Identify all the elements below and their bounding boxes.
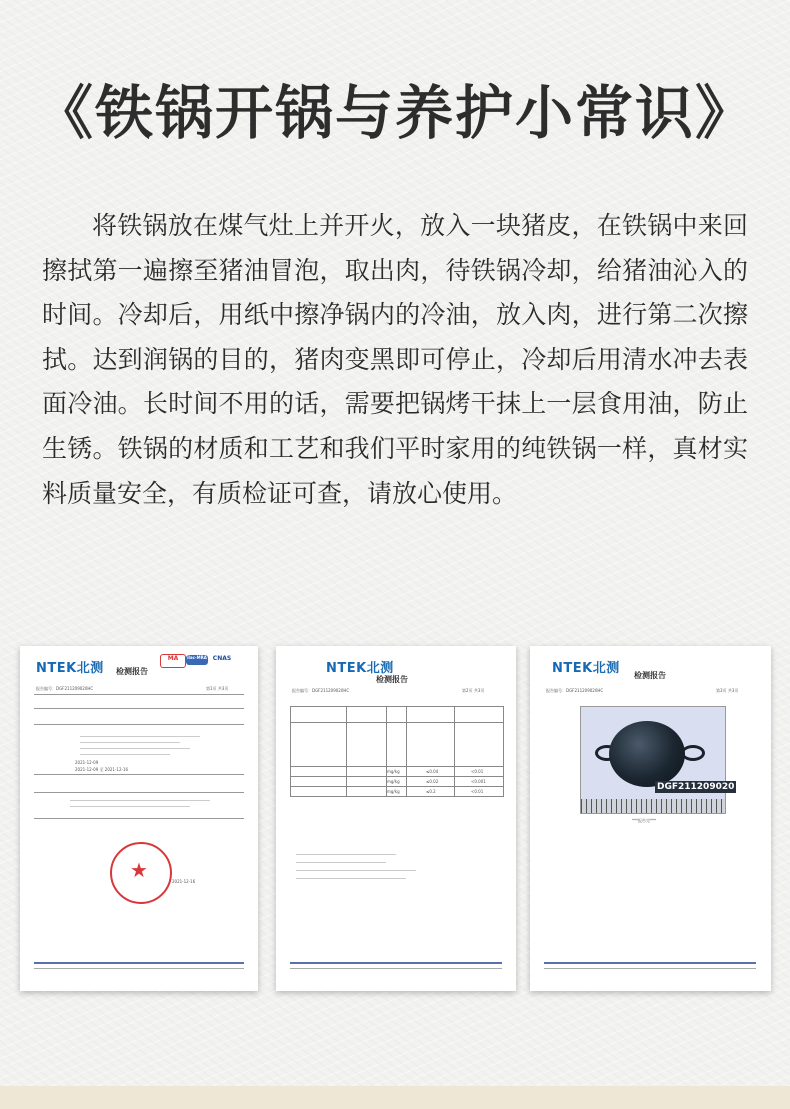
text-line: [70, 806, 190, 807]
table-line: [290, 706, 504, 707]
report-number: 报告编号：DGF211209020HC: [292, 688, 350, 693]
limit-cell: ≤0.04: [426, 769, 439, 774]
table-line: [290, 706, 291, 796]
table-line: [346, 706, 347, 796]
text-line: [296, 870, 416, 871]
footer-line: [544, 968, 756, 969]
official-seal: ★: [110, 842, 172, 904]
footer-line: [544, 962, 756, 964]
sample-date: 2021-12-09: [75, 760, 99, 765]
table-line: [503, 706, 504, 796]
sign-date: 2021-12-16: [172, 879, 196, 884]
divider: [34, 708, 244, 709]
table-line: [406, 706, 407, 796]
text-line: [70, 800, 210, 801]
test-report-page-1: [20, 646, 258, 991]
report-number: 报告编号：DGF211209020HC: [546, 688, 604, 693]
page-number: 第3页 共3页: [716, 688, 739, 693]
intro-paragraph: 将铁锅放在煤气灶上并开火，放入一块猪皮，在铁锅中来回擦拭第一遍擦至猪油冒泡，取出肉，待铁锅冷却，给猪油沁入的时间。冷却后，用纸中擦净锅内的冷油，放入肉，进行第二次擦拭。达到润锅的目的，猪肉变黑即可停止，冷却后用清水冲去表面冷油。长时间不用的话，需要把锅烤干抹上一层食用油，防止生锈。铁锅的材质和工艺和我们平时家用的纯铁锅一样，真材实料质量安全，有质检证可查，请放心使用。: [42, 211, 748, 508]
bottom-band: [0, 1086, 790, 1109]
ilac-badge: ilac-MRA: [186, 655, 208, 665]
result-cell: <0.01: [471, 789, 484, 794]
ntek-logo: NTEK北测: [552, 661, 620, 676]
unit-cell: mg/kg: [387, 779, 400, 784]
text-line: [80, 736, 200, 737]
text-line: [296, 878, 406, 879]
ma-badge: MA: [160, 654, 186, 668]
divider: [34, 724, 244, 725]
text-line: [296, 862, 386, 863]
table-line: [290, 786, 504, 787]
table-line: [290, 766, 504, 767]
unit-cell: mg/kg: [387, 789, 400, 794]
unit-cell: mg/kg: [387, 769, 400, 774]
text-line: [296, 854, 396, 855]
report-end-caption: ***报告完***: [632, 818, 656, 823]
page-number: 第1页 共3页: [206, 686, 229, 691]
ruler: [581, 799, 725, 813]
footer-line: [34, 962, 244, 964]
report-number: 报告编号：DGF211209020HC: [36, 686, 94, 691]
ntek-logo: NTEK北测: [326, 661, 394, 676]
page-title: 《铁锅开锅与养护小常识》: [34, 79, 755, 147]
ntek-logo: NTEK北测: [36, 661, 104, 676]
report-title: 检测报告: [116, 667, 148, 676]
table-line: [290, 722, 504, 723]
divider: [34, 818, 244, 819]
footer-line: [290, 968, 502, 969]
footer-line: [34, 968, 244, 969]
report-title: 检测报告: [634, 671, 666, 680]
footer-line: [290, 962, 502, 964]
table-line: [290, 776, 504, 777]
test-report-page-2: [276, 646, 516, 991]
divider: [34, 694, 244, 695]
divider: [34, 774, 244, 775]
cnas-badge: CNAS: [210, 655, 234, 665]
text-line: [80, 748, 190, 749]
test-period: 2021-12-09 至 2021-12-16: [75, 767, 129, 772]
wok-image: [609, 721, 685, 787]
divider: [34, 792, 244, 793]
sample-label: DGF211209020: [657, 782, 735, 792]
test-report-page-3: [530, 646, 771, 991]
table-line: [290, 796, 504, 797]
result-cell: <0.001: [471, 779, 486, 784]
text-line: [80, 754, 170, 755]
sample-photo: [580, 706, 735, 814]
text-line: [80, 742, 180, 743]
report-title: 检测报告: [376, 675, 408, 684]
result-cell: <0.01: [471, 769, 484, 774]
page-number: 第2页 共3页: [462, 688, 485, 693]
table-line: [454, 706, 455, 796]
limit-cell: ≤0.2: [426, 789, 436, 794]
limit-cell: ≤0.02: [426, 779, 439, 784]
